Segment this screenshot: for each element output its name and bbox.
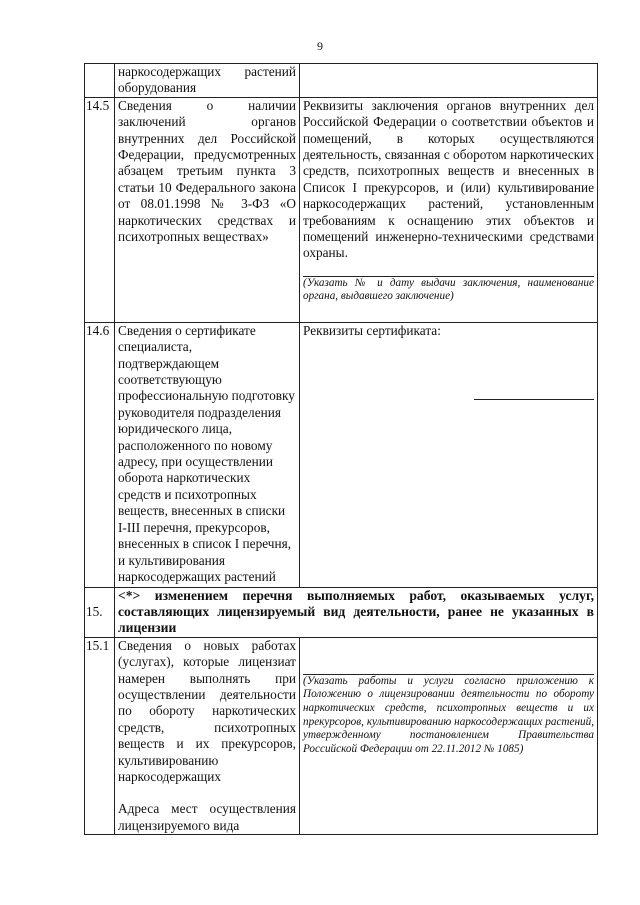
page-number: 9: [317, 39, 323, 53]
instruction-note: (Указать № и дату выдачи заключения, наименование органа, выдавшего заключение): [303, 276, 594, 303]
new-works-text: Сведения о новых работах (услугах), которые лицензиат намерен выполнять при осуществлении деятельности по обороту наркотических средств, психотропных веществ и их прекурсоров, культивированию наркосодержащих: [118, 637, 296, 785]
section-number: 15.: [85, 587, 115, 637]
continued-line-1: наркосодержащих растений: [118, 64, 296, 79]
row-number: 14.6: [85, 322, 115, 587]
row-value: [300, 637, 598, 834]
row-number: 14.5: [85, 97, 115, 322]
fill-line: [303, 638, 594, 675]
table-row: [85, 587, 598, 637]
table-row: [85, 64, 598, 98]
continued-cell: [115, 64, 300, 98]
fill-line: [474, 399, 594, 400]
certificate-label: Реквизиты сертификата:: [303, 322, 441, 338]
row-number: 15.1: [85, 637, 115, 834]
row-description: Сведения о сертификате специалиста, подтверждающем соответствующую профессиональную подготовку руководителя подразделения юридического лица, расположенного по новому адресу, при осуществлении оборота наркотических средств и психотропных веществ, внесенных в списки I-III перечня, прекурсоров, внесенных в список I перечня, и культивирования наркосодержащих растений: [115, 322, 300, 587]
table-row: [85, 322, 598, 587]
section-heading: <*> изменением перечня выполняемых работ, оказываемых услуг, составляющих лицензируемый вид деятельности, ранее не указанных в лицензии: [115, 587, 598, 637]
instruction-note: (Указать работы и услуги согласно приложению к Положению о лицензировании деятельности по обороту наркотических средств, психотропных веществ и их прекурсоров, культивированию наркосодержащих растений, утвержденному постановлением Правительства Российской Федерации от 22.11.2012 № 1085): [303, 674, 594, 755]
row-value: [300, 97, 598, 322]
table-row: [85, 97, 598, 322]
requisites-text: Реквизиты заключения органов внутренних дел Российской Федерации о соответствии объектов и помещений, в которых осуществляются деятельность, связанная с оборотом наркотических средств, психотропных веществ и внесенных в Список I прекурсоров, и (или) культивирование наркосодержащих растений, установленным требованиям к оснащению этих объектов и помещений инженерно-техническими средствами охраны.: [303, 97, 594, 261]
table-row: [85, 637, 598, 834]
license-table: [84, 63, 598, 835]
row-value: [300, 322, 598, 587]
row-description: Сведения о наличии заключений органов внутренних дел Российской Федерации, предусмотренных абзацем третьим пункта 3 статьи 10 Федерального закона от 08.01.1998 № 3-ФЗ «О наркотических средствах и психотропных веществах»: [115, 97, 300, 322]
fill-line: [303, 262, 594, 277]
row-description: [115, 637, 300, 834]
addresses-text: Адреса мест осуществления лицензируемого вида: [118, 801, 296, 833]
continued-line-2: оборудования: [118, 80, 197, 96]
